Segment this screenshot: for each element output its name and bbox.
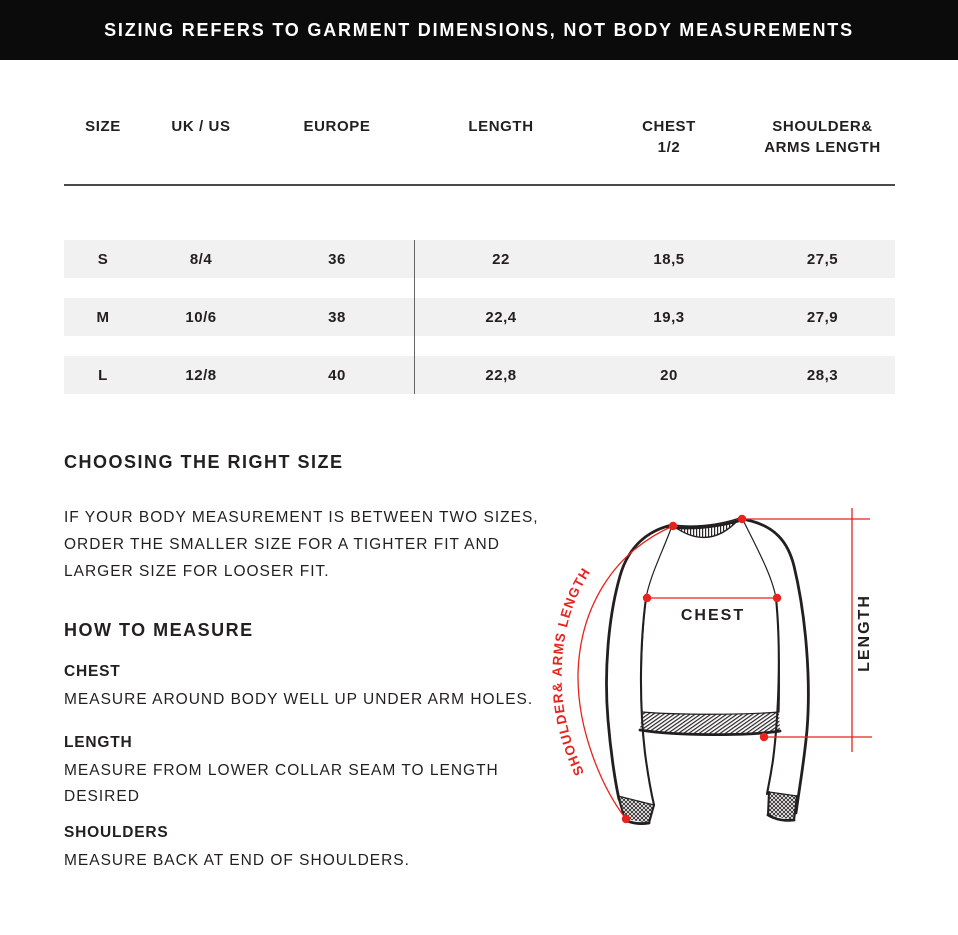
shoulder-arm-arc [578, 526, 673, 819]
table-cell: 38 [328, 308, 346, 326]
measurement-annotations [578, 508, 872, 823]
neck-point-dot [738, 515, 746, 523]
column-header: LENGTH [468, 118, 534, 135]
table-cell: 8/4 [189, 250, 213, 268]
column-header: SIZE [85, 118, 121, 135]
table-cell: M [96, 308, 110, 326]
table-cell: 40 [328, 366, 346, 384]
table-header-row [64, 116, 895, 158]
measure-chest-label: CHEST [64, 663, 121, 680]
table-row [64, 240, 895, 278]
table-cell: 19,3 [653, 308, 685, 326]
hem-point-dot [760, 733, 768, 741]
table-cell: 36 [328, 250, 346, 268]
table-header-rule [64, 184, 895, 186]
measure-chest-text: MEASURE AROUND BODY WELL UP UNDER ARM HOLES. [64, 691, 534, 708]
sweater-outline [607, 518, 809, 824]
column-header: CHEST 1/2 [642, 118, 696, 156]
choosing-size-text: IF YOUR BODY MEASUREMENT IS BETWEEN TWO SIZES, ORDER THE SMALLER SIZE FOR A TIGHTER FIT AND LARGER SIZE FOR LOOSER FIT. [64, 509, 539, 580]
table-cell: 28,3 [806, 366, 839, 384]
table-row [64, 356, 895, 394]
chest-left-dot [643, 594, 651, 602]
table-row [64, 298, 895, 336]
table-cell: 22 [492, 250, 510, 268]
table-vertical-divider [414, 240, 415, 394]
chest-label: CHEST [680, 607, 746, 624]
column-header: EUROPE [303, 118, 371, 135]
table-cell: 22,4 [485, 308, 517, 326]
measure-shoulders-label: SHOULDERS [64, 824, 169, 841]
shoulder-arms-label: SHOULDER& ARMS LENGTH [549, 564, 594, 778]
table-cell: S [97, 250, 109, 268]
sweater-measurement-diagram [528, 468, 958, 935]
table-body [64, 240, 895, 414]
table-cell: 18,5 [653, 250, 685, 268]
table-cell: L [98, 366, 108, 384]
shoulder-point-dot [669, 522, 677, 530]
table-cell: 12/8 [185, 366, 217, 384]
cuff-point-dot [622, 815, 630, 823]
column-header: SHOULDER& ARMS LENGTH [764, 118, 881, 156]
choosing-size-heading: CHOOSING THE RIGHT SIZE [64, 452, 344, 472]
measure-length-text: MEASURE FROM LOWER COLLAR SEAM TO LENGTH DESIRED [64, 762, 499, 805]
banner-text: SIZING REFERS TO GARMENT DIMENSIONS, NOT BODY MEASUREMENTS [104, 19, 854, 40]
how-to-measure-heading: HOW TO MEASURE [64, 620, 254, 640]
length-label: LENGTH [856, 594, 873, 672]
table-cell: 27,5 [806, 250, 839, 268]
table-cell: 20 [660, 366, 678, 384]
banner [0, 0, 958, 60]
table-cell: 10/6 [185, 308, 217, 326]
measure-shoulders-text: MEASURE BACK AT END OF SHOULDERS. [64, 852, 410, 869]
table-cell: 27,9 [806, 308, 839, 326]
column-header: UK / US [171, 118, 231, 135]
measure-length-label: LENGTH [64, 734, 133, 751]
table-cell: 22,8 [485, 366, 517, 384]
chest-right-dot [773, 594, 781, 602]
